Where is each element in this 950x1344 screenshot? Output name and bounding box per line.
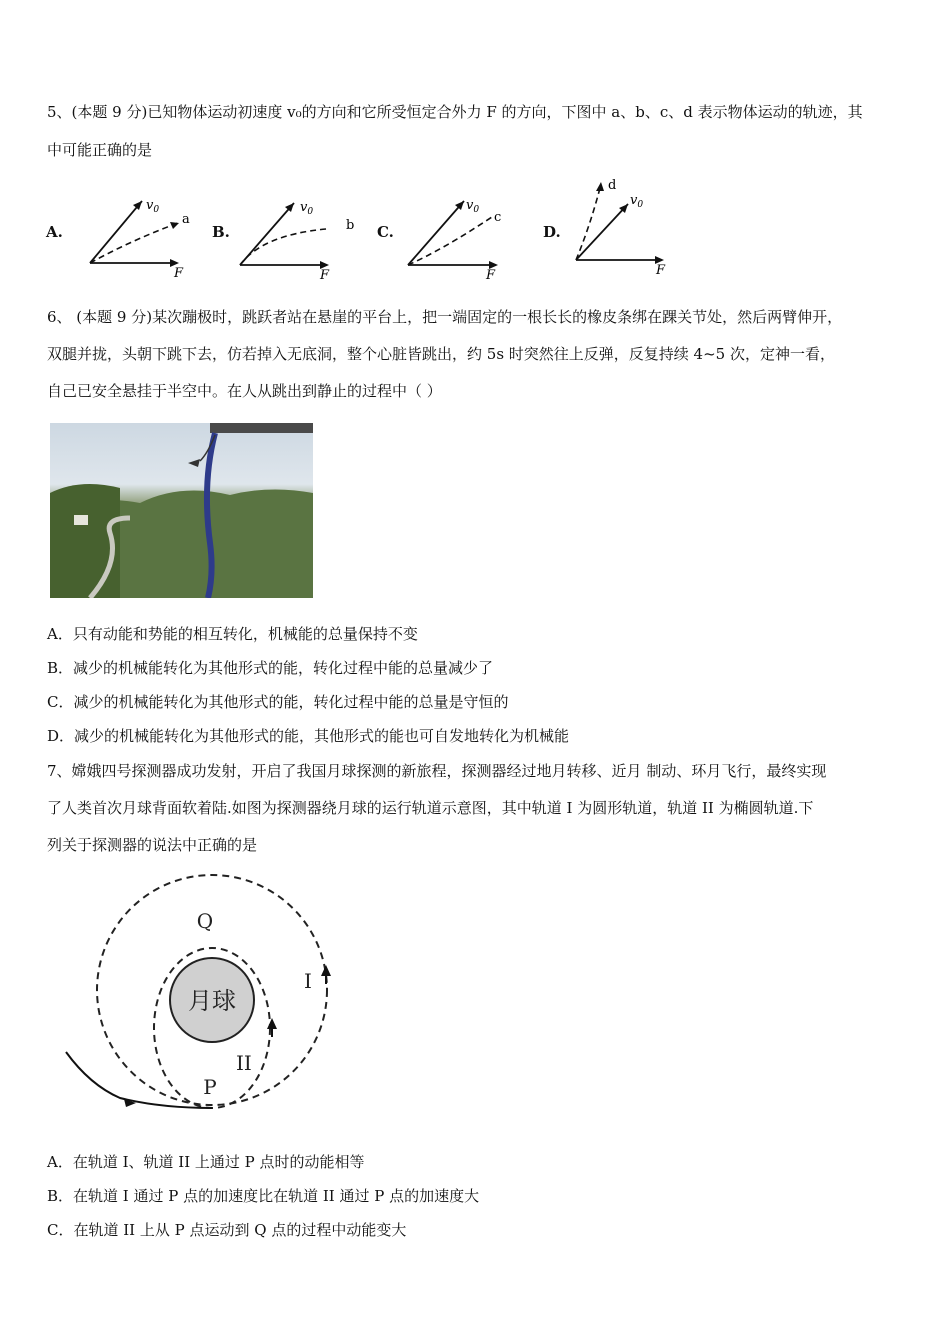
force-label: F [320, 268, 330, 280]
v0-label: $v_0$ [630, 193, 644, 210]
point-p-label: P [203, 1075, 217, 1099]
trajectory-c [408, 217, 492, 265]
curve-label-a: a [182, 212, 190, 227]
q6-stem-line1: 6、 (本题 9 分)某次蹦极时，跳跃者站在悬崖的平台上，把一端固定的一根长长的橡皮条绑在踝关节处，然后两臂伸开， [47, 308, 843, 326]
orbit-ii-label: II [236, 1051, 252, 1075]
q6-stem-line2: 双腿并拢，头朝下跳下去，仿若掉入无底洞，整个心脏皆跳出，约 5s 时突然往上反弹，反复持续 4~5 次，定神一看， [47, 345, 835, 363]
q5-diagram-b [232, 195, 362, 280]
velocity-arrow [408, 201, 464, 265]
arrowhead [596, 182, 604, 191]
q6-option-b: B．减少的机械能转化为其他形式的能，转化过程中能的总量减少了 [47, 659, 494, 677]
building [74, 515, 88, 525]
q6-option-a: A．只有动能和势能的相互转化，机械能的总量保持不变 [47, 625, 418, 643]
q5-stem-line1: 5、(本题 9 分)已知物体运动初速度 v₀的方向和它所受恒定合外力 F 的方向，下图中 a、b、c、d 表示物体运动的轨迹，其 [47, 103, 863, 121]
orbit-i-arrow [321, 965, 331, 976]
v0-label: $v_0$ [146, 198, 160, 215]
trajectory-d [576, 188, 600, 260]
q7-option-a: A．在轨道 I、轨道 II 上通过 P 点时的动能相等 [47, 1153, 365, 1171]
q5-option-d-label: D. [543, 223, 561, 241]
orbit-i-label: I [304, 969, 312, 993]
jumper [188, 459, 200, 467]
q7-stem-line1: 7、嫦娥四号探测器成功发射，开启了我国月球探测的新旅程，探测器经过地月转移、近月 制动、环月飞行，最终实现 [47, 762, 827, 780]
q6-option-d: D．减少的机械能转化为其他形式的能，其他形式的能也可自发地转化为机械能 [47, 727, 570, 745]
q5-option-a-label: A. [46, 223, 63, 241]
velocity-arrow [576, 204, 628, 260]
bungee-scene [50, 423, 313, 598]
q6-stem-line3: 自己已安全悬挂于半空中。在人从跳出到静止的过程中（ ） [47, 382, 442, 400]
q7-option-b: B．在轨道 I 通过 P 点的加速度比在轨道 II 通过 P 点的加速度大 [47, 1187, 480, 1205]
arrowhead [170, 222, 179, 229]
q5-diagram-d [570, 176, 680, 280]
moon-label: 月球 [188, 987, 236, 1015]
point-q-label: Q [196, 909, 214, 933]
trajectory-b [240, 229, 326, 265]
q5-option-c-label: C. [377, 223, 394, 241]
v0-label: $v_0$ [466, 198, 480, 215]
bridge-platform [210, 423, 313, 433]
arrowhead [133, 201, 142, 210]
force-label: F [656, 263, 666, 278]
q5-diagram-a [82, 195, 197, 280]
curve-label-b: b [346, 218, 355, 233]
q7-stem-line2: 了人类首次月球背面软着陆.如图为探测器绕月球的运行轨道示意图，其中轨道 I 为圆形轨道，轨道 II 为椭圆轨道.下 [47, 799, 814, 817]
bungee-jump-photo [50, 423, 313, 598]
curve-label-d: d [608, 178, 617, 193]
q7-option-c: C．在轨道 II 上从 P 点运动到 Q 点的过程中动能变大 [47, 1221, 407, 1239]
velocity-arrow [90, 201, 142, 263]
force-label: F [174, 266, 184, 280]
q6-option-c: C．减少的机械能转化为其他形式的能，转化过程中能的总量是守恒的 [47, 693, 509, 711]
q5-stem-line2: 中可能正确的是 [47, 141, 153, 159]
v0-label: $v_0$ [300, 200, 314, 217]
trajectory-a [90, 223, 178, 263]
orbit-ii-arrow [267, 1018, 277, 1029]
q7-stem-line3: 列关于探测器的说法中正确的是 [47, 836, 258, 854]
q5-diagram-c [402, 195, 517, 280]
q5-option-b-label: B. [212, 223, 230, 241]
force-label: F [486, 268, 496, 280]
curve-label-c: c [494, 210, 502, 225]
lunar-orbit-diagram [60, 870, 350, 1115]
